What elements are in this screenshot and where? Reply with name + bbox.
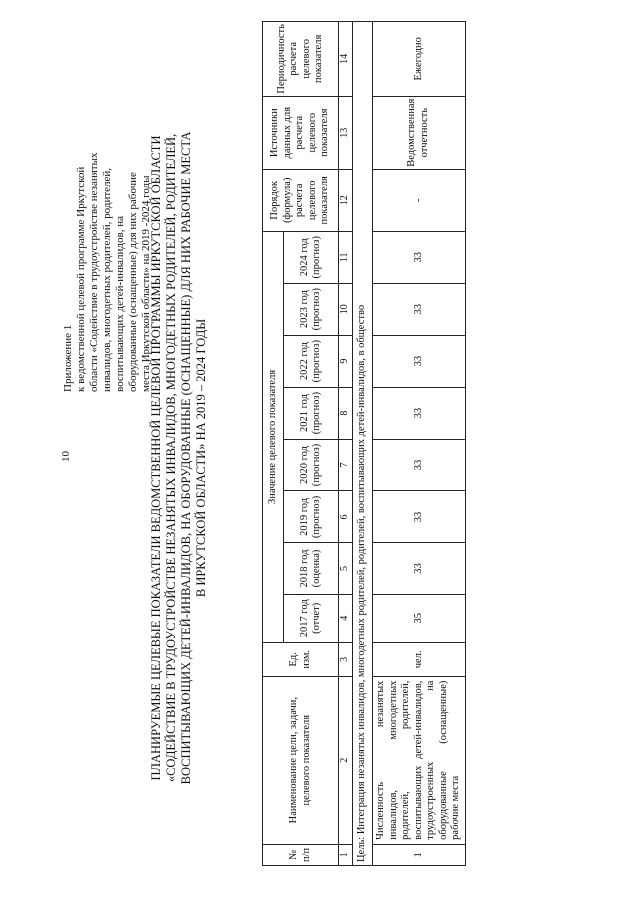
row-formula: - bbox=[373, 169, 466, 231]
header-period: Периодичность расчета целевого показателя bbox=[263, 22, 339, 97]
column-number: 5 bbox=[339, 543, 353, 594]
row-value: 33 bbox=[373, 439, 466, 491]
column-number: 6 bbox=[339, 491, 353, 543]
column-number: 7 bbox=[339, 439, 353, 491]
appendix-line: воспитывающих детей-инвалидов, на bbox=[114, 216, 126, 392]
row-value: 33 bbox=[373, 491, 466, 543]
appendix-line: места Иркутской области» на 2019 -2024 годы bbox=[140, 175, 152, 392]
goal-row bbox=[353, 22, 373, 866]
column-number: 12 bbox=[339, 169, 353, 231]
title-line: В ИРКУТСКОЙ ОБЛАСТИ» НА 2019 – 2024 ГОДЫ bbox=[194, 318, 208, 598]
column-number: 14 bbox=[339, 22, 353, 97]
row-name: Численность незанятых инвалидов, многодетных родителей, родителей, воспитывающих детей-инвалидов, трудоустроенных на оборудованные (оснащенные) рабочие места bbox=[373, 676, 466, 844]
goal-text: Цель: Интеграция незанятых инвалидов, многодетных родителей, родителей, воспитывающих детей-инвалидов, в общество bbox=[353, 22, 373, 866]
header-num: № п/п bbox=[263, 844, 339, 865]
appendix-line: Приложение 1 bbox=[62, 324, 74, 392]
title-line: ВОСПИТЫВАЮЩИХ ДЕТЕЙ-ИНВАЛИДОВ, НА ОБОРУДОВАННЫЕ (ОСНАЩЕННЫЕ) ДЛЯ НИХ РАБОЧИЕ МЕСТА bbox=[179, 131, 193, 785]
row-value: 35 bbox=[373, 594, 466, 642]
header-value-group: Значение целевого показателя bbox=[263, 231, 284, 642]
row-value: 33 bbox=[373, 283, 466, 335]
header-formula: Порядок (формула) расчета целевого показателя bbox=[263, 169, 339, 231]
column-number: 1 bbox=[339, 844, 353, 865]
column-number: 2 bbox=[339, 676, 353, 844]
appendix-note bbox=[62, 12, 153, 392]
column-number: 9 bbox=[339, 335, 353, 387]
header-year: 2020 год (прогноз) bbox=[284, 439, 339, 491]
row-period: Ежегодно bbox=[373, 22, 466, 97]
appendix-line: инвалидов, многодетных родителей, родителей, bbox=[101, 167, 113, 392]
row-source: Ведомственная отчетность bbox=[373, 96, 466, 169]
column-number: 11 bbox=[339, 231, 353, 283]
column-number: 3 bbox=[339, 643, 353, 677]
header-year: 2019 год (прогноз) bbox=[284, 491, 339, 543]
appendix-line: оборудованные (оснащенные) для них рабочие bbox=[127, 172, 139, 392]
row-num: 1 bbox=[373, 844, 466, 865]
table-row bbox=[373, 22, 466, 866]
title-line: «СОДЕЙСТВИЕ В ТРУДОУСТРОЙСТВЕ НЕЗАНЯТЫХ ИНВАЛИДОВ, МНОГОДЕТНЫХ РОДИТЕЛЕЙ, РОДИТЕЛЕЙ, bbox=[164, 133, 178, 783]
column-number: 4 bbox=[339, 594, 353, 642]
row-unit: чел. bbox=[373, 643, 466, 677]
page-number: 10 bbox=[60, 451, 72, 462]
row-value: 33 bbox=[373, 231, 466, 283]
row-value: 33 bbox=[373, 543, 466, 594]
header-year: 2023 год (прогноз) bbox=[284, 283, 339, 335]
appendix-line: области «Содействие в трудоустройстве незанятых bbox=[88, 152, 100, 392]
row-value: 33 bbox=[373, 387, 466, 439]
row-value: 33 bbox=[373, 335, 466, 387]
header-year: 2024 год (прогноз) bbox=[284, 231, 339, 283]
header-year: 2017 год (отчет) bbox=[284, 594, 339, 642]
document-title bbox=[149, 53, 209, 863]
indicators-table bbox=[262, 21, 466, 866]
header-group-row bbox=[263, 22, 284, 866]
landscape-content bbox=[14, 8, 624, 888]
title-line: ПЛАНИРУЕМЫЕ ЦЕЛЕВЫЕ ПОКАЗАТЕЛИ ВЕДОМСТВЕННОЙ ЦЕЛЕВОЙ ПРОГРАММЫ ИРКУТСКОЙ ОБЛАСТИ bbox=[149, 135, 163, 781]
header-year: 2018 год (оценка) bbox=[284, 543, 339, 594]
header-sources: Источники данных для расчета целевого показателя bbox=[263, 96, 339, 169]
appendix-line: к ведомственной целевой программе Иркутской bbox=[75, 166, 87, 392]
column-number: 8 bbox=[339, 387, 353, 439]
header-year: 2021 год (прогноз) bbox=[284, 387, 339, 439]
column-number: 13 bbox=[339, 96, 353, 169]
header-unit: Ед. изм. bbox=[263, 643, 339, 677]
column-numbers-row bbox=[339, 22, 353, 866]
header-name: Наименование цели, задачи, целевого показателя bbox=[263, 676, 339, 844]
header-year: 2022 год (прогноз) bbox=[284, 335, 339, 387]
column-number: 10 bbox=[339, 283, 353, 335]
